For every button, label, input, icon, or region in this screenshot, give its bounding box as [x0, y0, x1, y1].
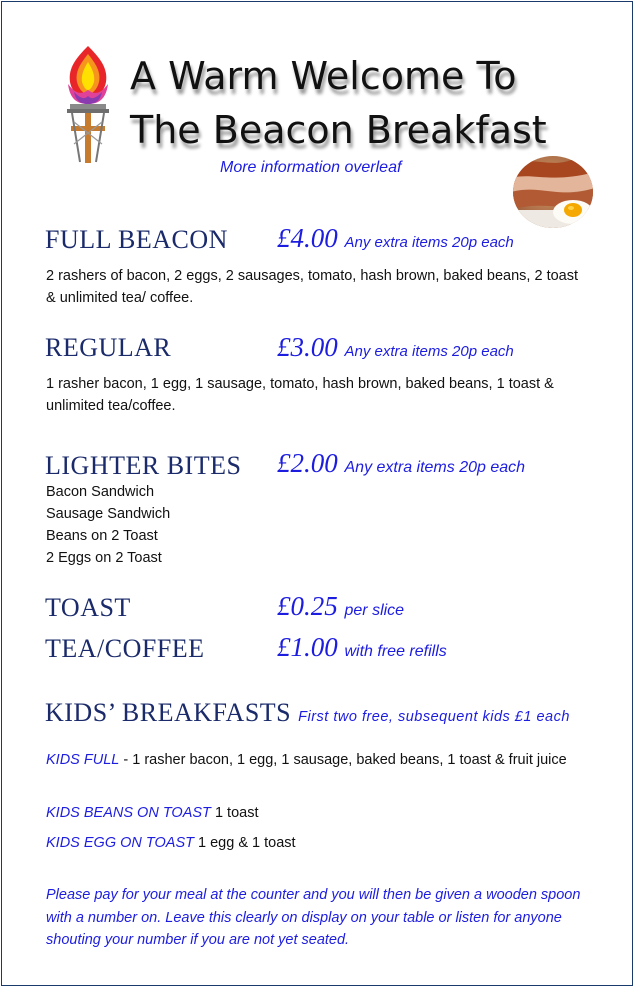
beacon-flame-logo-icon: [62, 44, 114, 166]
lighter-bites-note: Any extra items 20p each: [344, 459, 526, 476]
kids-item-description: - 1 rasher bacon, 1 egg, 1 sausage, baked beans, 1 toast & fruit juice: [119, 752, 567, 768]
kids-breakfasts-heading: [45, 700, 570, 726]
lighter-bites-price: £2.00: [277, 448, 338, 478]
kids-item-egg: [46, 832, 591, 854]
kids-heading-text: KIDS’ BREAKFASTS: [45, 698, 292, 727]
list-item: 2 Eggs on 2 Toast: [46, 550, 162, 566]
toast-price-line: [277, 593, 404, 620]
tea-coffee-price-line: [277, 634, 447, 661]
regular-price-line: [277, 334, 514, 361]
regular-note: Any extra items 20p each: [344, 343, 514, 360]
payment-instructions: Please pay for your meal at the counter and you will then be given a wooden spoon with a number on. Leave this clearly on display on your table or listen for anyone shouting your number if you are not yet seated.: [46, 887, 581, 948]
tea-coffee-price: £1.00: [277, 632, 338, 662]
subtitle: More information overleaf: [220, 159, 402, 176]
regular-heading: REGULAR: [45, 333, 172, 362]
lighter-bites-heading: LIGHTER BITES: [45, 451, 242, 480]
list-item: Bacon Sandwich: [46, 484, 155, 500]
full-beacon-price-line: [277, 225, 514, 252]
regular-price: £3.00: [277, 332, 338, 362]
kids-note: First two free, subsequent kids £1 each: [298, 709, 570, 725]
kids-item-name: KIDS BEANS ON TOAST: [46, 805, 211, 821]
list-item: Beans on 2 Toast: [46, 528, 158, 544]
kids-item-beans: [46, 802, 591, 824]
full-beacon-price: £4.00: [277, 223, 338, 253]
toast-note: per slice: [344, 602, 405, 619]
kids-item-name: KIDS EGG ON TOAST: [46, 835, 194, 851]
full-beacon-description: 2 rashers of bacon, 2 eggs, 2 sausages, tomato, hash brown, baked beans, 2 toast & unlimited tea/ coffee.: [46, 268, 579, 306]
breakfast-plate-photo-icon: [511, 154, 595, 230]
full-beacon-heading: FULL BEACON: [45, 225, 228, 254]
list-item: Sausage Sandwich: [46, 506, 171, 522]
menu-page: [1, 1, 633, 986]
title-line-2: The Beacon Breakfast: [130, 108, 547, 152]
toast-price: £0.25: [277, 591, 338, 621]
lighter-bites-price-line: [277, 450, 525, 477]
title-line-1: A Warm Welcome To: [130, 54, 517, 98]
kids-item-description: 1 egg & 1 toast: [198, 835, 296, 851]
kids-item-full: [46, 749, 591, 771]
full-beacon-note: Any extra items 20p each: [344, 234, 514, 251]
tea-coffee-note: with free refills: [344, 643, 447, 660]
kids-item-name: KIDS FULL: [46, 752, 120, 768]
kids-item-description: 1 toast: [214, 805, 259, 821]
lighter-bites-list: [46, 481, 170, 569]
tea-coffee-heading: TEA/COFFEE: [45, 634, 205, 663]
toast-heading: TOAST: [45, 593, 131, 622]
regular-description: 1 rasher bacon, 1 egg, 1 sausage, tomato, hash brown, baked beans, 1 toast & unlimited tea/coffee.: [46, 376, 554, 414]
